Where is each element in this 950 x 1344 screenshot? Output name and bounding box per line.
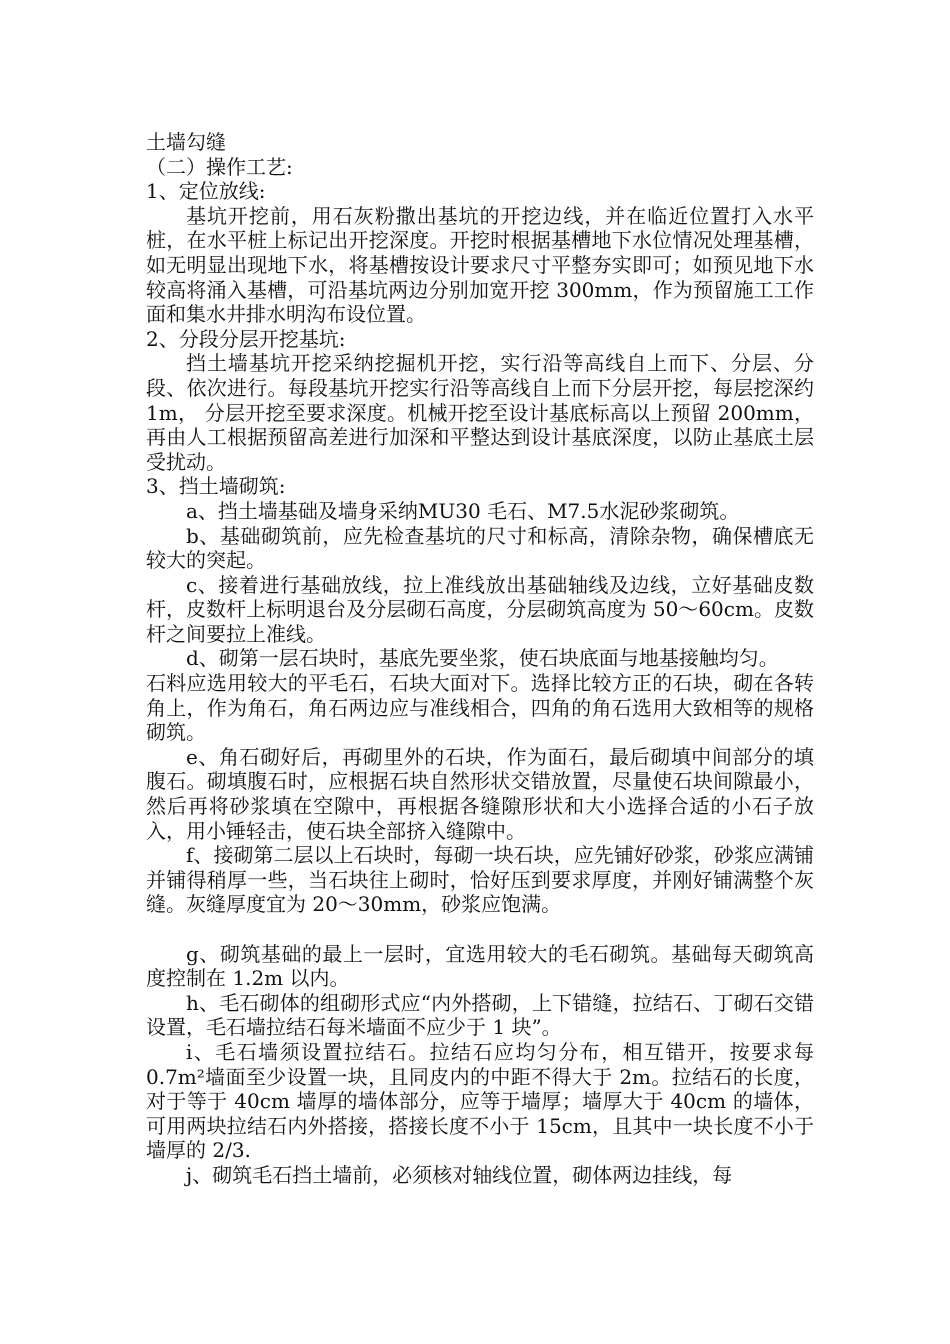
paragraph-excavation: 挡土墙基坑开挖采纳挖掘机开挖，实行沿等高线自上而下、分层、分段、依次进行。每段基坑开挖实行沿等高线自上而下分层开挖，每层挖深约 1m， 分层开挖至要求深度。机械开挖至设计基底标高以上预留 200mm， 再由人工根据预留高差进行加深和平整达到设计基底深度，以防止基底土层受扰动。 xyxy=(146,351,814,474)
paragraph-positioning: 基坑开挖前，用石灰粉撒出基坑的开挖边线，并在临近位置打入水平桩，在水平桩上标记出开挖深度。开挖时根据基槽地下水位情况处理基槽，如无明显出现地下水，将基槽按设计要求尺寸平整夯实即可；如预见地下水较高将涌入基槽，可沿基坑两边分别加宽开挖 300mm，作为预留施工工作面和集水井排水明沟布设位置。 xyxy=(146,203,814,327)
item-i: i、毛石墙须设置拉结石。拉结石应均匀分布，相互错开，按要求每 0.7m²墙面至少设置一块，且同皮内的中距不得大于 2m。拉结石的长度，对于等于 40cm 墙厚的墙体部分，应等于墙厚；墙厚大于 40cm 的墙体，可用两块拉结石内外搭接，搭接长度不小于 15cm，且其中一块长度不小于墙厚的 2/3. xyxy=(146,1039,814,1163)
item-d-continuation: 石料应选用较大的平毛石，石块大面对下。选择比较方正的石块，砌在各转角上，作为角石，角石两边应与准线相合，四角的角石选用大致相等的规格砌筑。 xyxy=(146,671,814,745)
document-body xyxy=(146,130,814,1188)
section-heading-operation: （二）操作工艺: xyxy=(146,154,293,179)
item-d: d、砌第一层石块时，基底先要坐浆，使石块底面与地基接触均匀。 xyxy=(186,646,779,671)
item-e: e、角石砌好后，再砌里外的石块，作为面石，最后砌填中间部分的填腹石。砌填腹石时，应根据石块自然形状交错放置，尽量使石块间隙最小，然后再将砂浆填在空隙中，再根据各缝隙形状和大小选择合适的小石子放入，用小锤轻击，使石块全部挤入缝隙中。 xyxy=(146,744,814,843)
item-g: g、砌筑基础的最上一层时，宜选用较大的毛石砌筑。基础每天砌筑高度控制在 1.2m 以内。 xyxy=(146,941,814,991)
item-c: c、接着进行基础放线，拉上准线放出基础轴线及边线，立好基础皮数杆，皮数杆上标明退台及分层砌石高度，分层砌筑高度为 50～60cm。皮数杆之间要拉上准线。 xyxy=(146,572,814,646)
blank-line xyxy=(146,917,814,942)
step-title-masonry: 3、挡土墙砌筑: xyxy=(146,474,286,499)
step-title-positioning: 1、定位放线: xyxy=(146,179,266,204)
item-f: f、接砌第二层以上石块时，每砌一块石块，应先铺好砂浆，砂浆应满铺并铺得稍厚一些，当石块往上砌时，恰好压到要求厚度，并刚好铺满整个灰缝。灰缝厚度宜为 20～30mm，砂浆应饱满。 xyxy=(146,843,814,917)
item-b: b、基础砌筑前，应先检查基坑的尺寸和标高，清除杂物，确保槽底无较大的突起。 xyxy=(146,523,814,573)
item-h: h、毛石砌体的组砌形式应“内外搭砌，上下错缝，拉结石、丁砌石交错设置，毛石墙拉结石每米墙面不应少于 1 块”。 xyxy=(146,990,814,1040)
item-a: a、挡土墙基础及墙身采纳MU30 毛石、M7.5水泥砂浆砌筑。 xyxy=(186,498,740,523)
item-j: j、砌筑毛石挡土墙前，必须核对轴线位置，砌体两边挂线，每 xyxy=(186,1162,733,1187)
step-title-excavation: 2、分段分层开挖基坑: xyxy=(146,326,346,351)
heading-wall-joint: 土墙勾缝 xyxy=(146,130,226,154)
